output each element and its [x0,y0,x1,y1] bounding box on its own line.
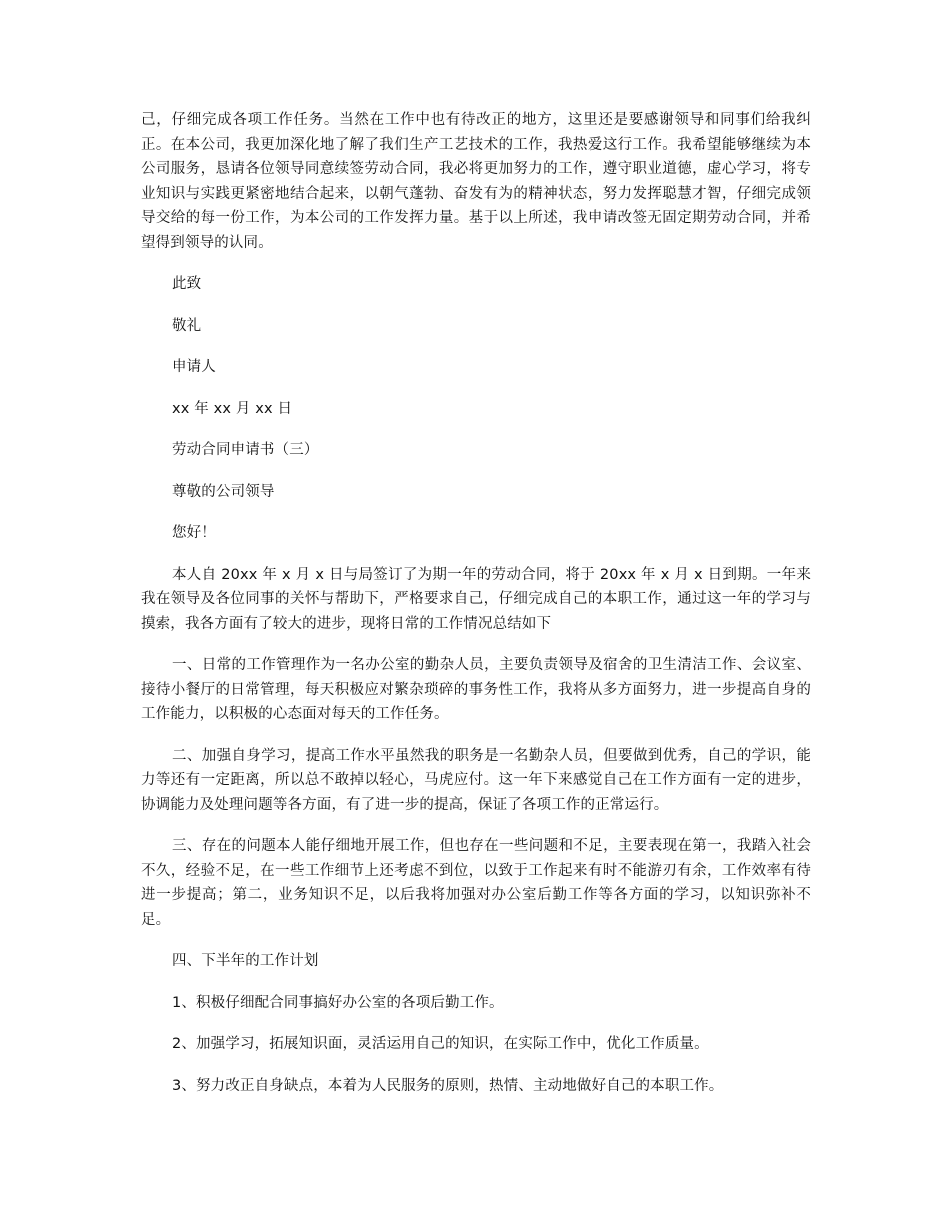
date-line: xx 年 xx 月 xx 日 [172,400,293,417]
greeting: 您好！ [172,525,216,541]
body-paragraph-point-1: 一、日常的工作管理作为一名办公室的勤杂人员，主要负责领导及宿舍的卫生清洁工作、会议室、接待小餐厅的日常管理，每天积极应对繁杂琐碎的事务性工作，我将从多方面努力，进一步提高自身的工作能力，以积极的心态面对每天的工作任务。 [141,657,811,722]
plan-heading: 四、下半年的工作计划 [172,953,319,969]
body-paragraph-intro: 本人自 20xx 年 x 月 x 日与局签订了为期一年的劳动合同，将于 20xx 年 x 月 x 日到期。一年来我在领导及各位同事的关怀与帮助下，严格要求自己，仔细完成自己的本职工作，通过这一年的学习与摸索，我各方面有了较大的进步，现将日常的工作情况总结如下 [141,566,811,632]
closing-salutation: 此致 [172,276,202,292]
body-paragraph-1: 己，仔细完成各项工作任务。当然在工作中也有待改正的地方，这里还是要感谢领导和同事们给我纠正。在本公司，我更加深化地了解了我们生产工艺技术的工作，我热爱这行工作。我希望能够继续为本公司服务，恳请各位领导同意续签劳动合同，我必将更加努力的工作，遵守职业道德，虚心学习，将专业知识与实践更紧密地结合起来，以朝气蓬勃、奋发有为的精神状态，努力发挥聪慧才智，仔细完成领导交给的每一份工作，为本公司的工作发挥力量。基于以上所述，我申请改签无固定期劳动合同，并希望得到领导的认同。 [141,112,811,251]
plan-item-2: 2、加强学习，拓展知识面，灵活运用自己的知识，在实际工作中，优化工作质量。 [172,1036,709,1052]
closing-regards: 敬礼 [172,317,202,334]
plan-item-3: 3、努力改正自身缺点，本着为人民服务的原则，热情、主动地做好自己的本职工作。 [172,1077,724,1094]
body-paragraph-point-3: 三、存在的问题本人能仔细地开展工作，但也存在一些问题和不足，主要表现在第一，我踏入社会不久，经验不足，在一些工作细节上还考虑不到位，以致于工作起来有时不能游刃有余，工作效率有待进一步提高；第二，业务知识不足，以后我将加强对办公室后勤工作等各方面的学习，以知识弥补不足。 [141,838,811,928]
applicant-label: 申请人 [172,359,216,375]
addressee: 尊敬的公司领导 [172,483,275,500]
section-title: 劳动合同申请书（三） [172,442,319,458]
body-paragraph-point-2: 二、加强自身学习，提高工作水平虽然我的职务是一名勤杂人员，但要做到优秀，自己的学识，能力等还有一定距离，所以总不敢掉以轻心，马虎应付。这一年下来感觉自己在工作方面有一定的进步，协调能力及处理问题等各方面，有了进一步的提高，保证了各项工作的正常运行。 [141,747,811,813]
document-page [141,108,811,1115]
plan-item-1: 1、积极仔细配合同事搞好办公室的各项后勤工作。 [172,994,504,1011]
